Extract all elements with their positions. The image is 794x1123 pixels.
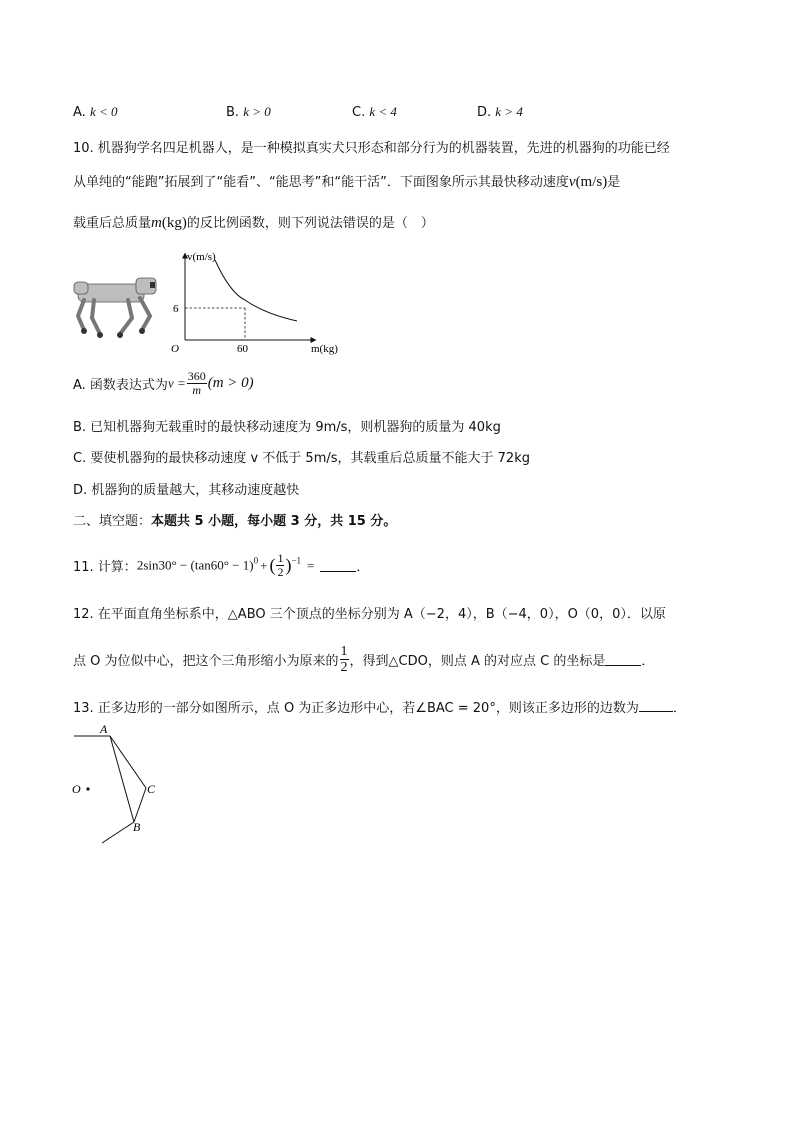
- q10-line3: 载重后总质量m(kg)的反比例函数，则下列说法错误的是（ ）: [73, 215, 434, 231]
- option-a: A. k < 0: [73, 104, 118, 120]
- q11: 11. 计算：$2\sin 30^\circ - (\tan 60^\circ - 1)^0$ + ( $\frac{1}{2}$ )$^{-1}$ = ．: [73, 551, 370, 579]
- x-tick-60: 60: [237, 343, 248, 355]
- vm-graph: [165, 248, 355, 360]
- q10-option-a: A. 函数表达式为v = $\frac{360}{m}$ (m > 0): [73, 369, 254, 397]
- inverse-curve: [215, 260, 297, 321]
- label-o: O: [72, 782, 81, 796]
- y-axis-label: v(m/s): [187, 251, 216, 263]
- q10-option-d: D. 机器狗的质量越大，其移动速度越快: [73, 483, 300, 498]
- option-d: D. k > 4: [477, 104, 523, 120]
- option-b: B. k > 0: [226, 104, 271, 120]
- section-2-title: 二、填空题：本题共 5 小题，每小题 3 分，共 15 分。: [73, 514, 397, 529]
- label-b: B: [133, 820, 141, 834]
- center-point: [86, 787, 89, 790]
- option-c: C. k < 4: [352, 104, 397, 120]
- answer-blank[interactable]: [605, 653, 641, 666]
- fraction-360-over-m: $\frac{360}{m}$: [187, 369, 206, 397]
- q10-option-b: B. 已知机器狗无载重时的最快移动速度为 9m/s，则机器狗的质量为 40kg: [73, 420, 501, 435]
- x-axis-label: m(kg): [311, 343, 338, 355]
- q12-line1: 12. 在平面直角坐标系中，△ABO 三个顶点的坐标分别为 A（−2，4），B（−4，0），O（0，0）．以原: [73, 607, 666, 622]
- q12-line2: 点 O 为位似中心，把这个三角形缩小为原来的 $\frac{1}{2}$ ，得到△CDO，则点 A 的对应点 C 的坐标是 ．: [73, 644, 655, 675]
- answer-blank[interactable]: [639, 699, 673, 712]
- polygon-figure: [66, 718, 176, 848]
- label-a: A: [100, 722, 108, 736]
- q10-line2: 从单纯的“能跑”拓展到了“能看”、“能思考”和“能干活”．下面图象所示其最快移动速度v(m/s)是: [73, 174, 621, 190]
- q10-option-c: C. 要使机器狗的最快移动速度 v 不低于 5m/s，其载重后总质量不能大于 72kg: [73, 451, 530, 466]
- answer-blank[interactable]: [320, 559, 356, 572]
- origin-label: O: [171, 343, 179, 355]
- robot-dog-image: [70, 272, 162, 348]
- y-tick-6: 6: [173, 303, 179, 315]
- label-c: C: [147, 782, 156, 796]
- q10-line1: 10. 机器狗学名四足机器人，是一种模拟真实犬只形态和部分行为的机器装置，先进的机器狗的功能已经: [73, 141, 670, 156]
- q13-text: 13. 正多边形的一部分如图所示，点 O 为正多边形中心，若∠BAC = 20°，则该正多边形的边数为 ．: [73, 701, 686, 716]
